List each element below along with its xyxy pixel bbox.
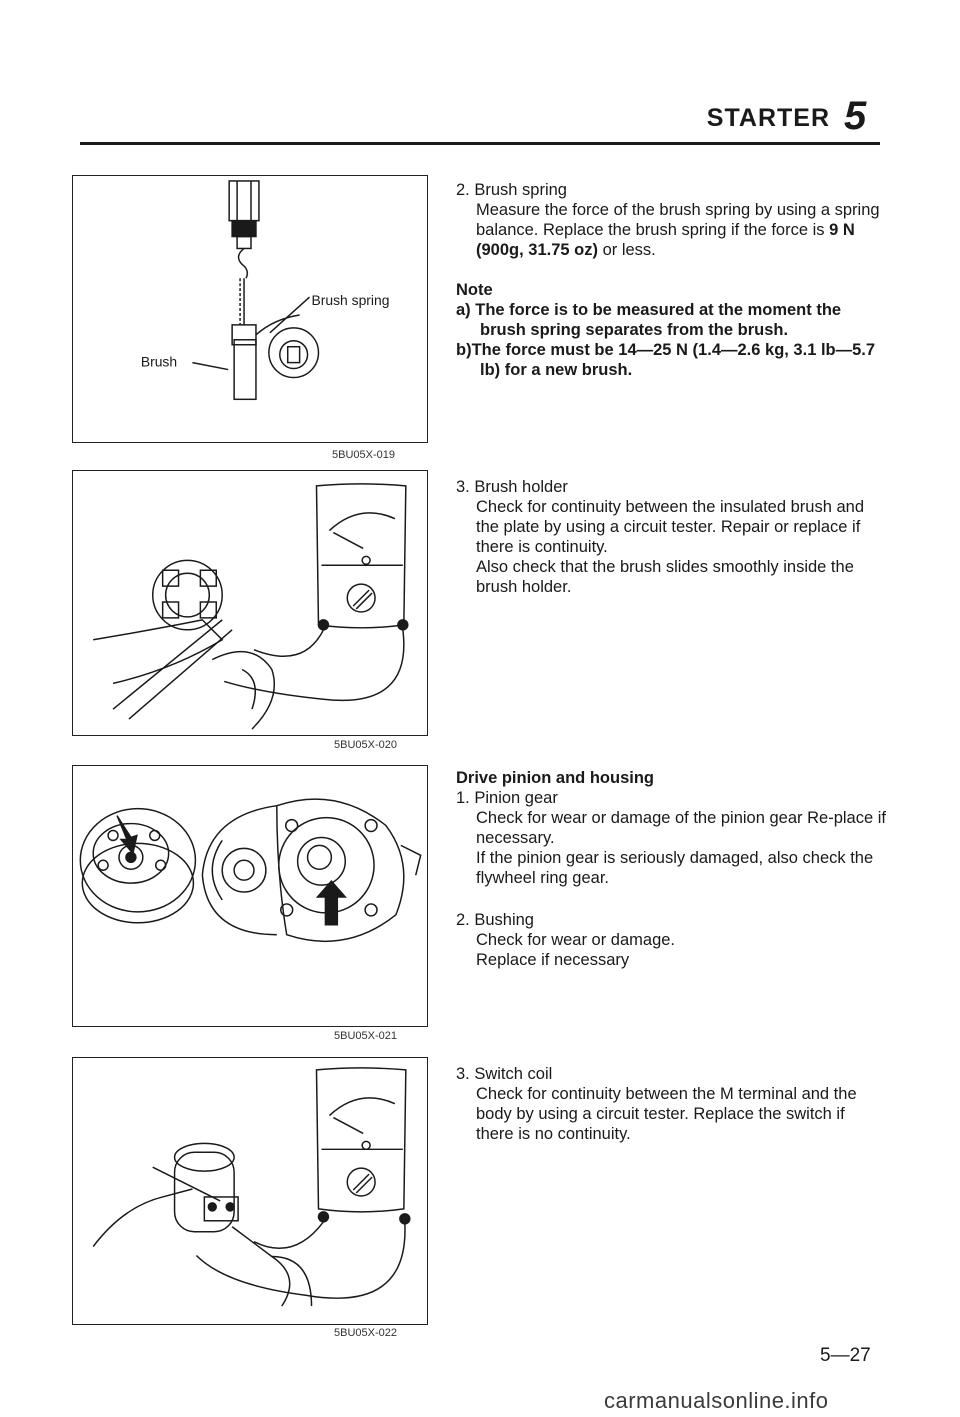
drive-pinion-housing-illustration [73, 766, 427, 1026]
page-title: STARTER [706, 104, 830, 132]
bushing-body2: Replace if necessary [476, 951, 630, 969]
figure-code: 5BU05X-021 [334, 1030, 397, 1042]
figure-brush-holder [72, 470, 428, 736]
brush-holder-body2: Also check that the brush slides smoothly inside the brush holder. [476, 558, 854, 596]
watermark: carmanualsonline.info [604, 1388, 829, 1413]
brush-spring-body [456, 200, 886, 260]
section-brush-spring [456, 180, 886, 380]
switch-coil-body: Check for continuity between the M terminal and the body by using a circuit tester. Replace the switch if there is no continuity. [476, 1085, 857, 1143]
label-brush-spring: Brush spring [311, 292, 390, 309]
bushing-body1: Check for wear or damage. [476, 931, 676, 949]
pinion-gear-body1: Check for wear or damage of the pinion gear Re-place if necessary. [476, 809, 886, 847]
figure-drive-pinion [72, 765, 428, 1027]
brush-holder-heading: 3. Brush holder [456, 478, 568, 496]
label-brush: Brush [140, 353, 178, 370]
section-drive-pinion [456, 768, 886, 970]
page-number: 5—27 [820, 1345, 871, 1366]
figure-brush-spring [72, 175, 428, 443]
section-brush-holder [456, 477, 886, 597]
note-item-b: b)The force must be 14—25 N (1.4—2.6 kg, 3.1 lb—5.7 lb) for a new brush. [456, 341, 876, 379]
brush-spring-illustration [73, 176, 427, 442]
note-title: Note [456, 281, 493, 299]
brush-spring-body-text: Measure the force of the brush spring by using a spring balance. Replace the brush spring if the force is [476, 201, 880, 239]
drive-pinion-title: Drive pinion and housing [456, 769, 654, 787]
pinion-gear-body2: If the pinion gear is seriously damaged, also check the flywheel ring gear. [476, 849, 874, 887]
brush-spring-body-end: or less. [597, 241, 656, 259]
section-switch-coil [456, 1064, 886, 1144]
chapter-number: 5 [844, 94, 867, 138]
switch-coil-tester-illustration [73, 1058, 427, 1324]
brush-spring-heading: 2. Brush spring [456, 181, 567, 199]
bushing-heading: 2. Bushing [456, 911, 534, 929]
figure-code: 5BU05X-022 [334, 1327, 397, 1339]
switch-coil-heading: 3. Switch coil [456, 1065, 553, 1083]
figure-switch-coil [72, 1057, 428, 1325]
pinion-gear-heading: 1. Pinion gear [456, 789, 558, 807]
figure-code: 5BU05X-020 [334, 739, 397, 751]
brush-spring-force-spec: 9 N (900g, 31.75 oz) [476, 221, 855, 259]
note-item-a: a) The force is to be measured at the moment the brush spring separates from the brush. [456, 301, 842, 339]
figure-code: 5BU05X-019 [332, 449, 395, 461]
header-rule [80, 142, 880, 145]
brush-holder-tester-illustration [73, 471, 427, 735]
brush-holder-body1: Check for continuity between the insulated brush and the plate by using a circuit tester. Repair or replace if there is continuity. [476, 498, 864, 556]
